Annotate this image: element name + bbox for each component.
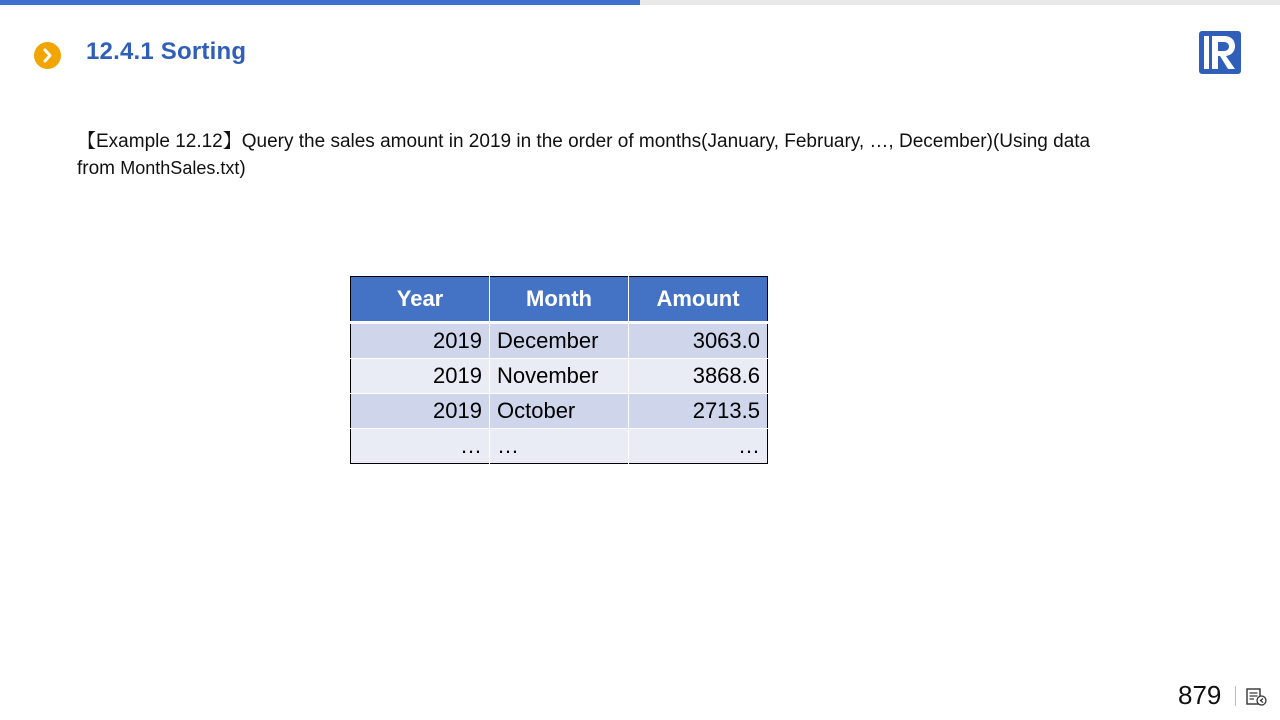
progress-fill	[0, 0, 640, 5]
table-header-row	[351, 277, 768, 323]
table-row	[351, 394, 768, 429]
header-month: Month	[490, 277, 629, 323]
section-title: 12.4.1 Sorting	[86, 38, 247, 65]
r-logo-icon	[1199, 31, 1241, 74]
example-description	[77, 128, 1177, 182]
table-row	[351, 323, 768, 359]
cell-month: October	[490, 394, 629, 429]
cell-amount: 2713.5	[629, 394, 768, 429]
chevron-right-icon	[34, 42, 61, 69]
progress-track	[0, 0, 1280, 5]
cell-month: …	[490, 429, 629, 464]
notes-icon[interactable]	[1246, 687, 1268, 707]
cell-month: December	[490, 323, 629, 359]
example-file-name: MonthSales.txt	[120, 158, 240, 178]
cell-amount: …	[629, 429, 768, 464]
cell-year: 2019	[351, 359, 490, 394]
cell-amount: 3063.0	[629, 323, 768, 359]
cell-year: 2019	[351, 323, 490, 359]
header-year: Year	[351, 277, 490, 323]
cell-month: November	[490, 359, 629, 394]
footer-divider	[1235, 686, 1236, 706]
cell-amount: 3868.6	[629, 359, 768, 394]
sales-table	[350, 276, 768, 464]
example-line-2-prefix: from	[77, 158, 121, 179]
example-line-1: 【Example 12.12】Query the sales amount in 2019 in the order of months(January, February, …, December)(Using data	[77, 131, 1091, 152]
table-row	[351, 429, 768, 464]
table-row	[351, 359, 768, 394]
example-line-2	[77, 155, 1177, 182]
cell-year: 2019	[351, 394, 490, 429]
page-number: 879	[1178, 680, 1222, 710]
header-amount: Amount	[629, 277, 768, 323]
example-line-2-suffix: )	[239, 158, 246, 179]
cell-year: …	[351, 429, 490, 464]
